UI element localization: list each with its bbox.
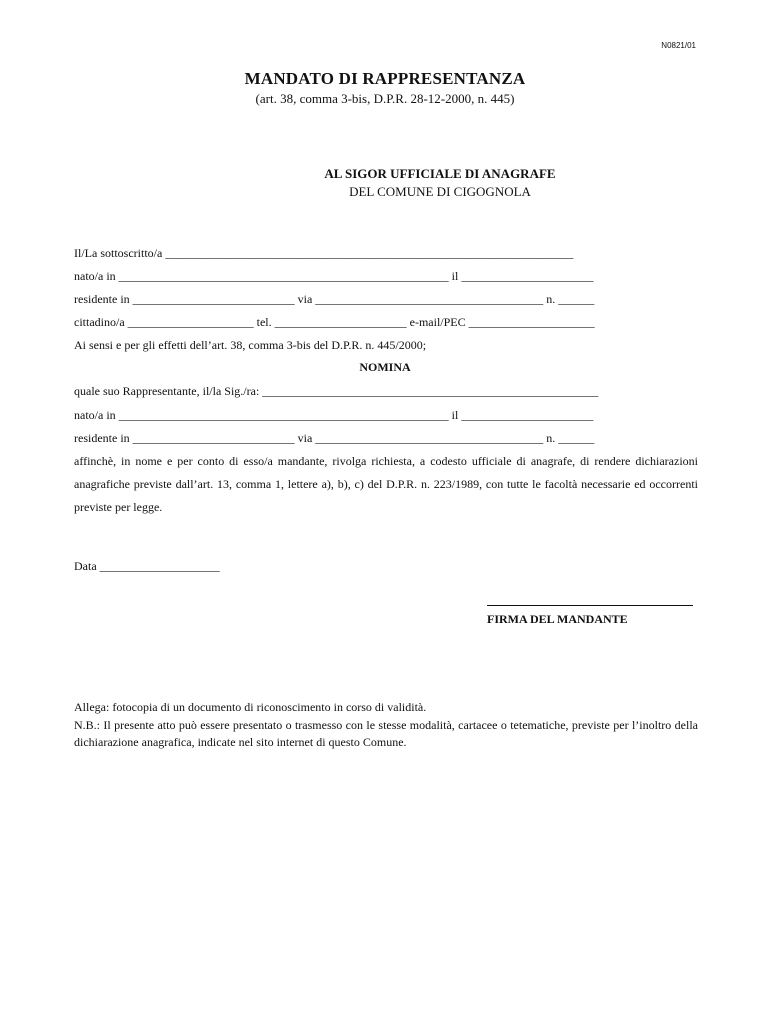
document-code: N0821/01 bbox=[661, 41, 696, 50]
addressee-line-2: DEL COMUNE DI CIGOGNOLA bbox=[349, 184, 531, 199]
signature-label: FIRMA DEL MANDANTE bbox=[487, 612, 628, 626]
mandante-cittadino-field[interactable]: cittadino/a _____________________ tel. ______________________ e-mail/PEC _____________________ bbox=[74, 315, 595, 329]
document-title: MANDATO DI RAPPRESENTANZA bbox=[244, 69, 526, 88]
allega-note: Allega: fotocopia di un documento di riconoscimento in corso di validità. bbox=[74, 700, 427, 714]
mandante-nato-field[interactable]: nato/a in _______________________________________________________ il ______________________ bbox=[74, 269, 594, 283]
nb-note: N.B.: Il presente atto può essere presentato o trasmesso con le stesse modalità, cartacee o tetematiche, previste per l’inoltro della dichiarazione anagrafica, indicate nel sito internet di questo Comune. bbox=[74, 718, 698, 749]
signature-line[interactable] bbox=[487, 605, 693, 606]
rappresentante-residente-field[interactable]: residente in ___________________________ via ______________________________________ n. ______ bbox=[74, 431, 595, 445]
document-subtitle: (art. 38, comma 3-bis, D.P.R. 28-12-2000, n. 445) bbox=[255, 91, 515, 106]
mandante-residente-field[interactable]: residente in ___________________________ via ______________________________________ n. ______ bbox=[74, 292, 595, 306]
nomina-heading: NOMINA bbox=[359, 360, 411, 374]
rappresentante-quale-field[interactable]: quale suo Rappresentante, il/la Sig./ra: ________________________________________________________ bbox=[74, 384, 599, 398]
addressee-line-1: AL SIGOR UFFICIALE DI ANAGRAFE bbox=[324, 166, 556, 181]
data-field[interactable]: Data ____________________ bbox=[74, 559, 220, 573]
ai-sensi-text: Ai sensi e per gli effetti dell’art. 38, comma 3-bis del D.P.R. n. 445/2000; bbox=[74, 338, 427, 352]
mandante-sottoscritto-field[interactable]: Il/La sottoscritto/a ____________________________________________________________________ bbox=[74, 246, 574, 260]
affinche-paragraph: affinchè, in nome e per conto di esso/a mandante, rivolga richiesta, a codesto ufficiale di anagrafe, di rendere dichiarazioni anagrafiche previste dall’art. 13, comma 1, lettere a), b), c) del D.P.R. n. 223/1989, con tutte le facoltà necessarie ed occorrenti previste per legge. bbox=[74, 454, 698, 514]
rappresentante-nato-field[interactable]: nato/a in _______________________________________________________ il ______________________ bbox=[74, 408, 594, 422]
